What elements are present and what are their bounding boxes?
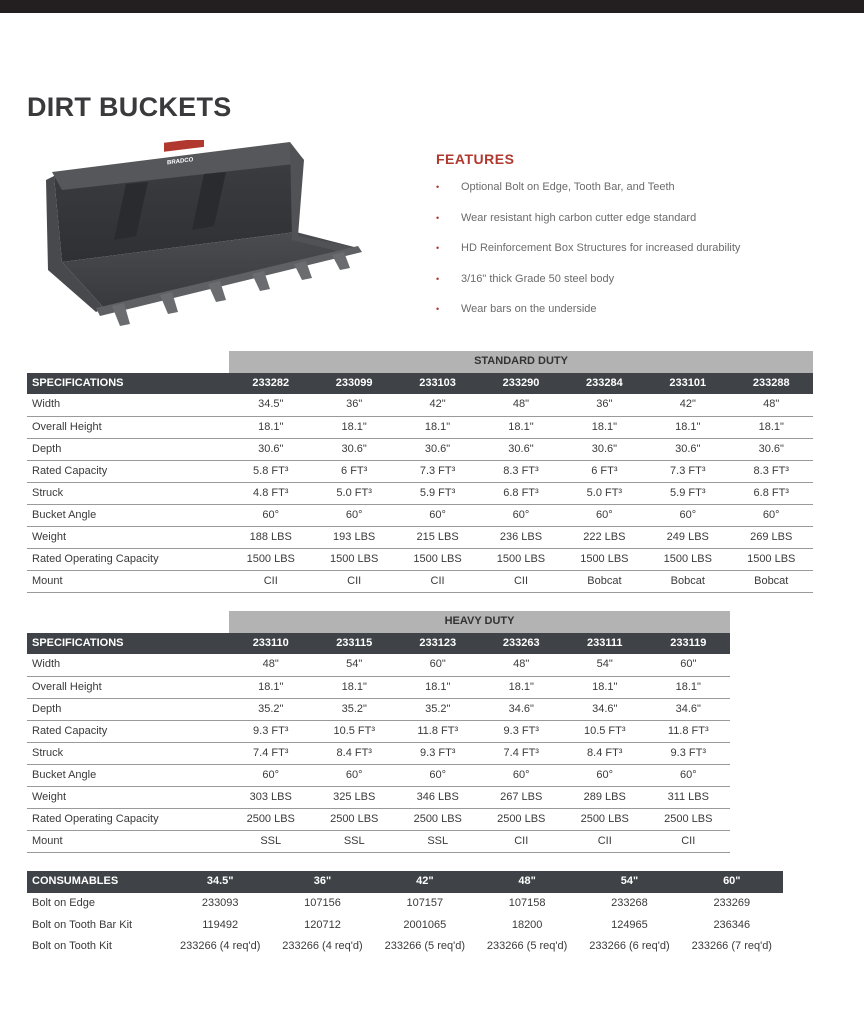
row-label: Width xyxy=(27,394,229,416)
row-label: Width xyxy=(27,654,229,676)
table-cell: 35.2" xyxy=(313,698,397,720)
table-cell: CII xyxy=(563,830,647,852)
row-label: Bucket Angle xyxy=(27,504,229,526)
column-header: 233282 xyxy=(229,373,312,395)
column-header: 233103 xyxy=(396,373,479,395)
table-row xyxy=(27,504,813,526)
column-header: 36" xyxy=(271,871,373,893)
table-cell: 346 LBS xyxy=(396,786,480,808)
column-header: 233288 xyxy=(729,373,813,395)
table-cell: 60° xyxy=(563,504,646,526)
column-header: 233263 xyxy=(480,633,564,655)
feature-item xyxy=(436,241,740,272)
table-cell: 233266 (6 req'd) xyxy=(589,940,670,953)
table-cell: 1500 LBS xyxy=(646,548,729,570)
feature-text: Wear bars on the underside xyxy=(461,303,597,315)
table-cell: 6 FT³ xyxy=(312,460,395,482)
bullet-icon: • xyxy=(436,212,440,223)
table-cell: 60° xyxy=(563,764,647,786)
table-cell: 188 LBS xyxy=(229,526,312,548)
table-cell: 2500 LBS xyxy=(313,808,397,830)
table-cell: 1500 LBS xyxy=(229,548,312,570)
table-cell: 60° xyxy=(729,504,813,526)
spec-header-label: SPECIFICATIONS xyxy=(27,633,229,655)
row-label: Rated Operating Capacity xyxy=(27,808,229,830)
table-cell: 18.1" xyxy=(396,676,480,698)
table-row xyxy=(27,936,783,958)
table-cell: 303 LBS xyxy=(229,786,313,808)
table-cell: 2500 LBS xyxy=(229,808,313,830)
table-cell: 54" xyxy=(313,654,397,676)
column-header: 60" xyxy=(681,871,783,893)
table-cell: 11.8 FT³ xyxy=(647,720,731,742)
row-label: Mount xyxy=(27,570,229,592)
table-cell: 2001065 xyxy=(403,918,447,931)
table-cell: 1500 LBS xyxy=(563,548,646,570)
table-cell: 8.3 FT³ xyxy=(729,460,813,482)
table-cell: 2500 LBS xyxy=(396,808,480,830)
table-cell: 18.1" xyxy=(563,676,647,698)
table-cell: 60° xyxy=(229,764,313,786)
table-cell: 1500 LBS xyxy=(479,548,562,570)
table-cell: 48" xyxy=(229,654,313,676)
table-cell: CII xyxy=(229,570,312,592)
table-cell: 10.5 FT³ xyxy=(313,720,397,742)
table-cell: 6 FT³ xyxy=(563,460,646,482)
column-header: 34.5" xyxy=(169,871,271,893)
page-title: DIRT BUCKETS xyxy=(27,92,232,122)
table-cell: 236346 xyxy=(713,918,751,931)
table-cell: 48" xyxy=(480,654,564,676)
table-cell: 5.9 FT³ xyxy=(396,482,479,504)
feature-item xyxy=(436,302,740,333)
table-cell: 236 LBS xyxy=(479,526,562,548)
table-cell: 42" xyxy=(646,394,729,416)
table-cell: 9.3 FT³ xyxy=(480,720,564,742)
table-row xyxy=(27,676,730,698)
table-cell: 5.8 FT³ xyxy=(229,460,312,482)
table-cell: 5.0 FT³ xyxy=(312,482,395,504)
table-cell: 269 LBS xyxy=(729,526,813,548)
table-row xyxy=(27,786,730,808)
logo-text: BRADCO xyxy=(167,157,194,167)
table-row xyxy=(27,460,813,482)
column-header: 48" xyxy=(476,871,578,893)
row-label: Bolt on Tooth Kit xyxy=(32,940,112,953)
table-row xyxy=(27,548,813,570)
table-cell: 267 LBS xyxy=(480,786,564,808)
table-cell: Bobcat xyxy=(646,570,729,592)
table-cell: SSL xyxy=(229,830,313,852)
table-cell: 119492 xyxy=(202,918,239,931)
table-cell: 11.8 FT³ xyxy=(396,720,480,742)
table-cell: 30.6" xyxy=(479,438,562,460)
table-cell: 8.3 FT³ xyxy=(479,460,562,482)
row-label: Overall Height xyxy=(27,416,229,438)
table-cell: 9.3 FT³ xyxy=(396,742,480,764)
column-header: 233290 xyxy=(479,373,562,395)
table-cell: 30.6" xyxy=(396,438,479,460)
bullet-icon: • xyxy=(436,304,440,314)
table-cell: SSL xyxy=(313,830,397,852)
table-cell: 1500 LBS xyxy=(312,548,395,570)
dirt-bucket-image xyxy=(40,140,370,332)
table-row xyxy=(27,482,813,504)
table-cell: 18.1" xyxy=(480,676,564,698)
row-label: Weight xyxy=(27,786,229,808)
table-cell: 107157 xyxy=(406,897,444,910)
consumables-table xyxy=(27,871,783,958)
table-cell: 18.1" xyxy=(396,416,479,438)
table-cell: 48" xyxy=(729,394,813,416)
table-cell: 249 LBS xyxy=(646,526,729,548)
column-header: 233119 xyxy=(647,633,731,655)
table-cell: 60° xyxy=(480,764,564,786)
feature-text: Optional Bolt on Edge, Tooth Bar, and Teeth xyxy=(461,181,675,193)
table-cell: 233093 xyxy=(201,897,239,910)
features-title: FEATURES xyxy=(436,151,515,167)
table-cell: 222 LBS xyxy=(563,526,646,548)
column-header: 233284 xyxy=(563,373,646,395)
table-cell: 10.5 FT³ xyxy=(563,720,647,742)
column-header: 233123 xyxy=(396,633,480,655)
table-cell: 5.9 FT³ xyxy=(646,482,729,504)
duty-label: STANDARD DUTY xyxy=(229,351,813,373)
table-cell: 48" xyxy=(479,394,562,416)
table-row xyxy=(27,914,783,936)
table-cell: 233266 (5 req'd) xyxy=(384,940,465,953)
table-row xyxy=(27,570,813,592)
table-cell: 8.4 FT³ xyxy=(563,742,647,764)
table-cell: 193 LBS xyxy=(312,526,395,548)
table-row xyxy=(27,720,730,742)
table-row xyxy=(27,698,730,720)
row-label: Rated Capacity xyxy=(27,720,229,742)
feature-item xyxy=(436,211,740,242)
table-cell: 6.8 FT³ xyxy=(479,482,562,504)
table-cell: 120712 xyxy=(304,918,341,931)
table-cell: 60° xyxy=(646,504,729,526)
table-cell: 7.3 FT³ xyxy=(646,460,729,482)
table-row xyxy=(27,830,730,852)
table-cell: 233266 (5 req'd) xyxy=(486,940,568,953)
table-cell: 5.0 FT³ xyxy=(563,482,646,504)
table-cell: 233268 xyxy=(611,897,648,910)
column-header: 233111 xyxy=(563,633,647,655)
table-cell: 107156 xyxy=(304,897,341,910)
table-cell: 233266 (4 req'd) xyxy=(282,940,363,953)
row-label: Depth xyxy=(27,438,229,460)
table-cell: 34.6" xyxy=(563,698,647,720)
row-label: Bucket Angle xyxy=(27,764,229,786)
table-cell: 18.1" xyxy=(647,676,731,698)
table-cell: 215 LBS xyxy=(396,526,479,548)
table-cell: 60° xyxy=(313,764,397,786)
row-label: Weight xyxy=(27,526,229,548)
table-cell: 18.1" xyxy=(729,416,813,438)
table-cell: 34.6" xyxy=(480,698,564,720)
table-cell: 60° xyxy=(312,504,395,526)
table-cell: 30.6" xyxy=(646,438,729,460)
table-row xyxy=(27,742,730,764)
table-cell: 35.2" xyxy=(229,698,313,720)
table-cell: 233269 xyxy=(713,897,751,910)
heavy-duty-table xyxy=(27,611,730,853)
table-cell: 36" xyxy=(563,394,646,416)
column-header: 233101 xyxy=(646,373,729,395)
table-cell: 30.6" xyxy=(563,438,646,460)
duty-label: HEAVY DUTY xyxy=(229,611,730,633)
table-row xyxy=(27,416,813,438)
table-cell: 9.3 FT³ xyxy=(647,742,731,764)
row-label: Struck xyxy=(27,482,229,504)
row-label: Rated Operating Capacity xyxy=(27,548,229,570)
table-cell: 34.5" xyxy=(229,394,312,416)
column-header: 233099 xyxy=(312,373,395,395)
row-label: Bolt on Tooth Bar Kit xyxy=(32,918,133,931)
top-bar xyxy=(0,0,864,13)
table-cell: 325 LBS xyxy=(313,786,397,808)
table-cell: 1500 LBS xyxy=(729,548,813,570)
row-label: Mount xyxy=(27,830,229,852)
table-cell: 35.2" xyxy=(396,698,480,720)
table-cell: CII xyxy=(479,570,562,592)
table-cell: CII xyxy=(647,830,731,852)
feature-item xyxy=(436,272,740,303)
column-header: 233110 xyxy=(229,633,313,655)
row-label: Bolt on Edge xyxy=(32,897,95,910)
table-cell: 60° xyxy=(396,504,479,526)
table-cell: 1500 LBS xyxy=(396,548,479,570)
table-cell: 30.6" xyxy=(229,438,312,460)
table-cell: 6.8 FT³ xyxy=(729,482,813,504)
row-label: Rated Capacity xyxy=(27,460,229,482)
row-label: Overall Height xyxy=(27,676,229,698)
bullet-icon: • xyxy=(436,273,440,284)
row-label: Depth xyxy=(27,698,229,720)
table-cell: 18.1" xyxy=(646,416,729,438)
table-cell: 4.8 FT³ xyxy=(229,482,312,504)
bullet-icon: • xyxy=(436,243,440,253)
table-cell: 233266 (4 req'd) xyxy=(179,940,261,953)
table-cell: 7.4 FT³ xyxy=(480,742,564,764)
table-cell: 18.1" xyxy=(229,676,313,698)
table-cell: 9.3 FT³ xyxy=(229,720,313,742)
table-cell: 60" xyxy=(647,654,731,676)
table-cell: 30.6" xyxy=(312,438,395,460)
table-cell: 2500 LBS xyxy=(563,808,647,830)
table-cell: 18.1" xyxy=(479,416,562,438)
table-cell: 34.6" xyxy=(647,698,731,720)
column-header: 233115 xyxy=(313,633,397,655)
table-cell: 2500 LBS xyxy=(647,808,731,830)
table-cell: SSL xyxy=(396,830,480,852)
spec-header-label: SPECIFICATIONS xyxy=(27,373,229,395)
table-cell: 60° xyxy=(479,504,562,526)
table-row xyxy=(27,438,813,460)
table-cell: 18.1" xyxy=(313,676,397,698)
feature-item xyxy=(436,180,740,211)
table-cell: 36" xyxy=(312,394,395,416)
logo-plate xyxy=(164,140,204,152)
table-cell: 60° xyxy=(647,764,731,786)
table-cell: 7.3 FT³ xyxy=(396,460,479,482)
column-header: 42" xyxy=(374,871,476,893)
table-cell: 7.4 FT³ xyxy=(229,742,313,764)
column-header: 54" xyxy=(578,871,680,893)
consumables-header-label: CONSUMABLES xyxy=(27,871,169,893)
table-row xyxy=(27,654,730,676)
table-cell: 107158 xyxy=(508,897,546,910)
table-cell: 60° xyxy=(396,764,480,786)
table-row xyxy=(27,764,730,786)
table-cell: CII xyxy=(480,830,564,852)
table-cell: Bobcat xyxy=(729,570,813,592)
table-cell: 18.1" xyxy=(229,416,312,438)
standard-duty-table xyxy=(27,351,813,593)
features-list xyxy=(436,180,740,333)
table-cell: 124965 xyxy=(611,918,648,931)
table-cell: 60° xyxy=(229,504,312,526)
table-cell: 18.1" xyxy=(312,416,395,438)
table-cell: CII xyxy=(312,570,395,592)
table-row xyxy=(27,808,730,830)
table-cell: 18200 xyxy=(511,918,543,931)
table-cell: 8.4 FT³ xyxy=(313,742,397,764)
table-cell: 311 LBS xyxy=(647,786,731,808)
table-cell: CII xyxy=(396,570,479,592)
table-cell: 60" xyxy=(396,654,480,676)
table-cell: 54" xyxy=(563,654,647,676)
bullet-icon: • xyxy=(436,182,440,192)
feature-text: Wear resistant high carbon cutter edge standard xyxy=(461,211,697,224)
table-cell: 289 LBS xyxy=(563,786,647,808)
row-label: Struck xyxy=(27,742,229,764)
table-cell: 2500 LBS xyxy=(480,808,564,830)
table-cell: 42" xyxy=(396,394,479,416)
table-row xyxy=(27,394,813,416)
table-cell: Bobcat xyxy=(563,570,646,592)
table-row xyxy=(27,893,783,915)
feature-text: 3/16" thick Grade 50 steel body xyxy=(461,272,615,285)
table-row xyxy=(27,526,813,548)
table-cell: 18.1" xyxy=(563,416,646,438)
table-cell: 30.6" xyxy=(729,438,813,460)
table-cell: 233266 (7 req'd) xyxy=(691,940,772,953)
feature-text: HD Reinforcement Box Structures for increased durability xyxy=(461,242,741,254)
